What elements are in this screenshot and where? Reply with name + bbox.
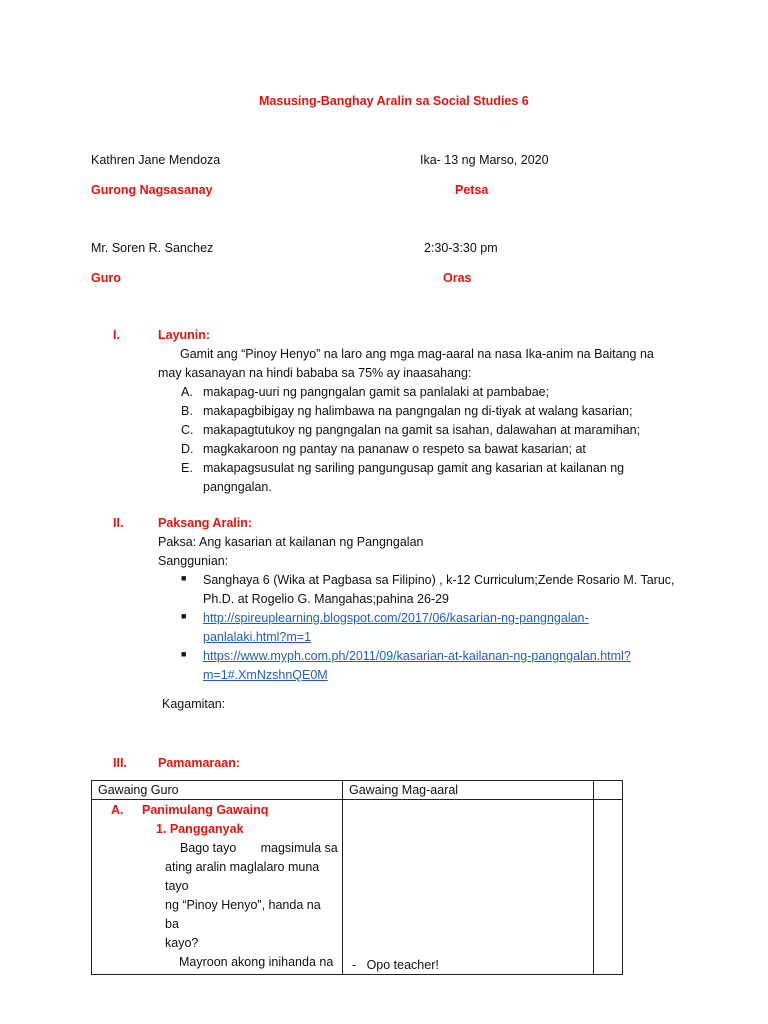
- objective-letter-a: A.: [181, 385, 193, 399]
- table-header-row: [92, 781, 623, 800]
- objectives-intro-line1: Gamit ang “Pinoy Henyo” na laro ang mga mag-aaral na nasa Ika-anim na Baitang na: [180, 347, 654, 361]
- objective-letter-d: D.: [181, 442, 194, 456]
- objective-text-d: magkakaroon ng pantay na pananaw o respeto sa bawat kasarian; at: [203, 442, 586, 456]
- objective-text-c: makapagtutukoy ng pangngalan na gamit sa isahan, dalawahan at maramihan;: [203, 423, 641, 437]
- objectives-intro-line2: may kasanayan na hindi bababa sa 75% ay inaasahang:: [158, 366, 472, 380]
- guro-line: kayo?: [165, 936, 199, 950]
- reference-link-1-cont[interactable]: panlalaki.html?m=1: [203, 630, 312, 644]
- sanggunian-label: Sanggunian:: [158, 554, 229, 568]
- objective-letter-b: B.: [181, 404, 193, 418]
- table-row: [92, 800, 623, 975]
- bullet-icon: ■: [181, 649, 187, 659]
- teacher-name: Kathren Jane Mendoza: [91, 153, 221, 167]
- objective-letter-e: E.: [181, 461, 193, 475]
- guro-line: Mayroon akong inihanda na: [179, 955, 334, 969]
- page-title: Masusing-Banghay Aralin sa Social Studies 6: [259, 94, 529, 108]
- date-value: Ika- 13 ng Marso, 2020: [420, 153, 549, 167]
- reference-link-2[interactable]: https://www.myph.com.ph/2011/09/kasarian-at-kailanan-ng-pangngalan.html?: [203, 649, 631, 663]
- guro-name: Mr. Soren R. Sanchez: [91, 241, 214, 255]
- objective-text-e-cont: pangngalan.: [203, 480, 272, 494]
- section-one-heading: Layunin:: [158, 328, 211, 342]
- guro-label: Guro: [91, 271, 121, 285]
- objective-letter-c: C.: [181, 423, 194, 437]
- bullet-icon: ■: [181, 611, 187, 621]
- response-text: - Opo teacher!: [352, 958, 439, 972]
- guro-line: ating aralin maglalaro muna tayo: [165, 860, 320, 893]
- procedure-table: [91, 780, 623, 975]
- objective-text-e: makapagsusulat ng sariling pangungusap gamit ang kasarian at kailanan ng: [203, 461, 625, 475]
- mag-aaral-cell: [343, 800, 594, 975]
- section-one-numeral: I.: [113, 328, 120, 342]
- col-header-extra: [594, 781, 623, 800]
- time-value: 2:30-3:30 pm: [424, 241, 498, 255]
- sub-heading: 1. Pangganyak: [156, 822, 244, 836]
- kagamitan-label: Kagamitan:: [162, 697, 226, 711]
- section-two-heading: Paksang Aralin:: [158, 516, 253, 530]
- paksa-line: Paksa: Ang kasarian at kailanan ng Pangngalan: [158, 535, 424, 549]
- section-two-numeral: II.: [113, 516, 124, 530]
- section-three-heading: Pamamaraan:: [158, 756, 240, 770]
- reference-book-line2: Ph.D. at Rogelio G. Mangahas;pahina 26-29: [203, 592, 449, 606]
- date-label: Petsa: [455, 183, 489, 197]
- objective-text-b: makapagbibigay ng halimbawa na pangngalan ng di-tiyak at walang kasarian;: [203, 404, 633, 418]
- teacher-label: Gurong Nagsasanay: [91, 183, 213, 197]
- bullet-icon: ■: [181, 573, 187, 583]
- a-letter: A.: [111, 803, 124, 817]
- guro-line: Bago tayo magsimula sa: [180, 841, 338, 855]
- reference-link-1[interactable]: http://spireuplearning.blogspot.com/2017/06/kasarian-ng-pangngalan-: [203, 611, 589, 625]
- extra-cell: [594, 800, 623, 975]
- reference-book-line1: Sanghaya 6 (Wika at Pagbasa sa Filipino) , k-12 Curriculum;Zende Rosario M. Taruc,: [203, 573, 675, 587]
- reference-link-2-cont[interactable]: m=1#.XmNzshnQE0M: [203, 668, 328, 682]
- objective-text-a: makapag-uuri ng pangngalan gamit sa panlalaki at pambabae;: [203, 385, 550, 399]
- guro-line: ng “Pinoy Henyo”, handa na ba: [165, 898, 321, 931]
- section-three-numeral: III.: [113, 756, 127, 770]
- col-header-guro: Gawaing Guro: [92, 781, 343, 800]
- guro-cell: [92, 800, 343, 975]
- col-header-mag-aaral: Gawaing Mag-aaral: [343, 781, 594, 800]
- time-label: Oras: [443, 271, 472, 285]
- a-heading: Panimulang Gawainq: [142, 803, 269, 817]
